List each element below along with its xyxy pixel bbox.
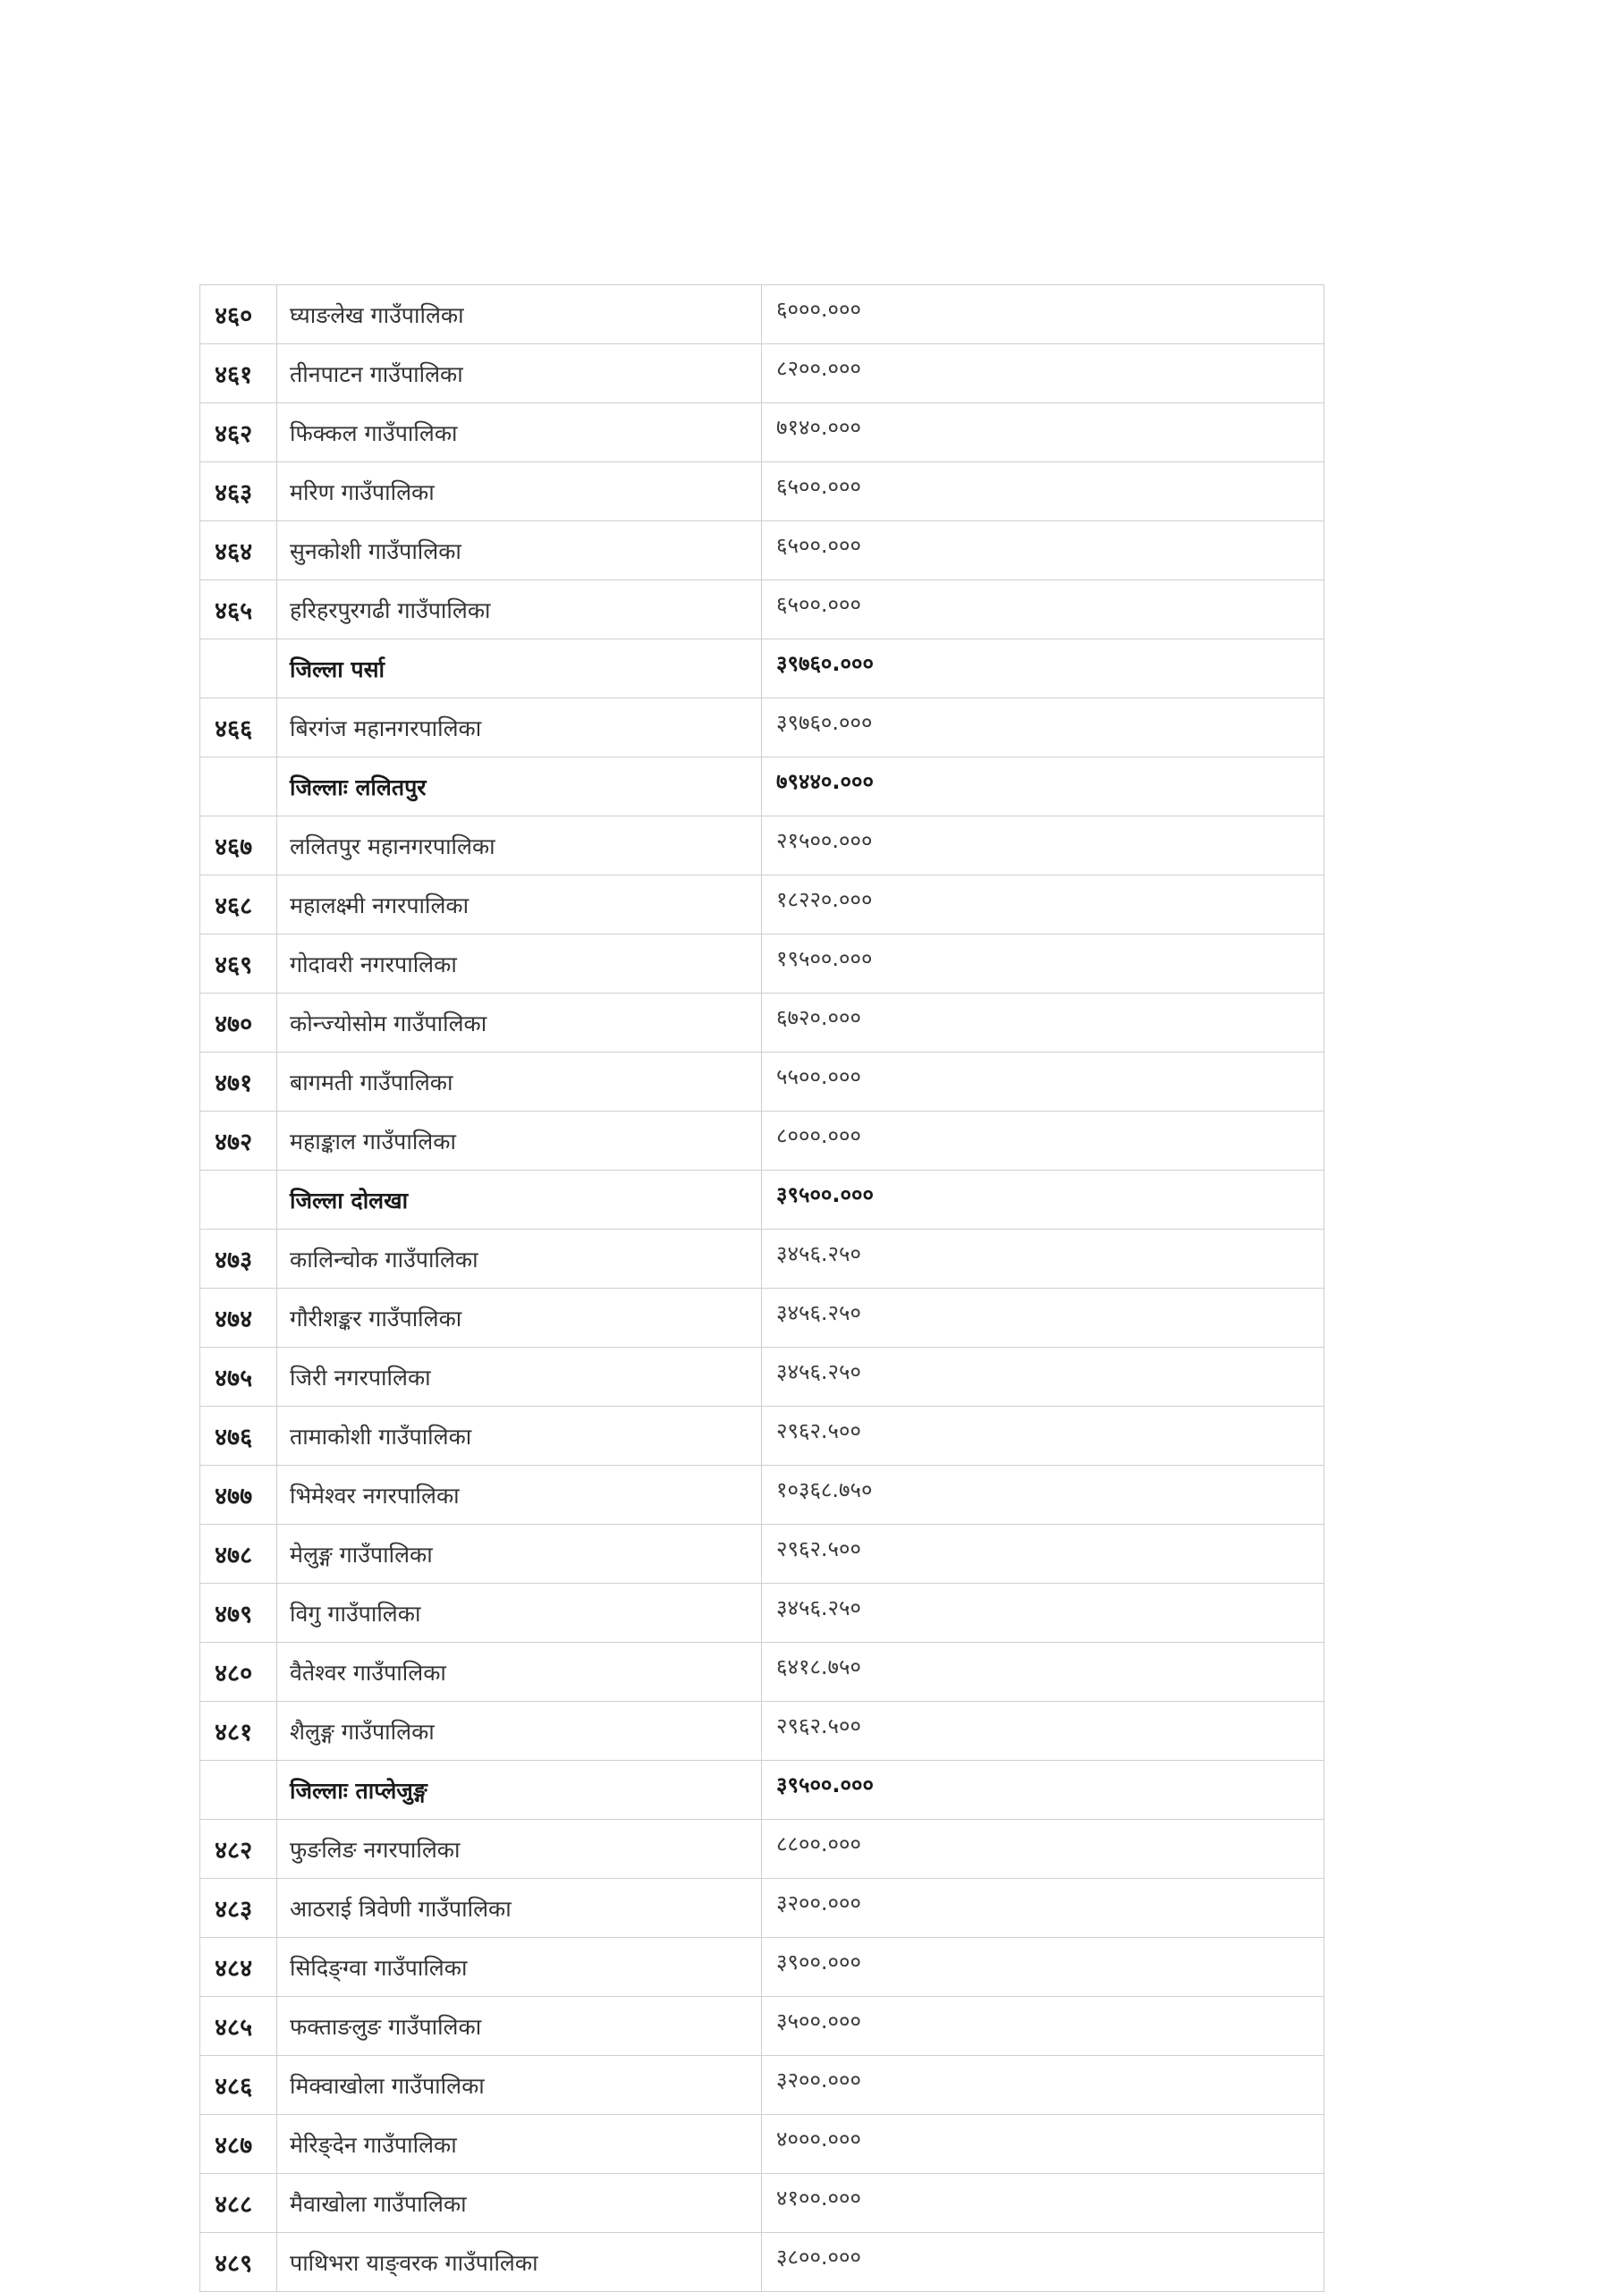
district-row <box>200 639 1324 698</box>
serial-number: ४७५ <box>200 1348 277 1407</box>
table-row <box>200 2174 1324 2233</box>
serial-number: ४६९ <box>200 935 277 994</box>
district-row <box>200 1171 1324 1230</box>
serial-number <box>200 1761 277 1820</box>
amount: ४०००.००० <box>762 2115 1324 2174</box>
amount: ३४५६.२५० <box>762 1230 1324 1289</box>
local-body-name: आठराई त्रिवेणी गाउँपालिका <box>277 1879 762 1938</box>
allocation-table-body <box>200 285 1324 2292</box>
amount: २९६२.५०० <box>762 1407 1324 1466</box>
local-body-name: कोन्ज्योसोम गाउँपालिका <box>277 994 762 1053</box>
serial-number: ४८६ <box>200 2056 277 2115</box>
table-row <box>200 1820 1324 1879</box>
local-body-name: बिरगंज महानगरपालिका <box>277 698 762 757</box>
amount: ७१४०.००० <box>762 403 1324 462</box>
serial-number: ४८० <box>200 1643 277 1702</box>
amount: ३४५६.२५० <box>762 1289 1324 1348</box>
serial-number: ४७४ <box>200 1289 277 1348</box>
serial-number: ४७३ <box>200 1230 277 1289</box>
local-body-name: तामाकोशी गाउँपालिका <box>277 1407 762 1466</box>
local-body-name: गोदावरी नगरपालिका <box>277 935 762 994</box>
district-total: ३९५००.००० <box>762 1171 1324 1230</box>
amount: १८२२०.००० <box>762 875 1324 935</box>
district-total: ३९५००.००० <box>762 1761 1324 1820</box>
amount: २१५००.००० <box>762 816 1324 875</box>
table-row <box>200 875 1324 935</box>
local-body-name: महाङ्काल गाउँपालिका <box>277 1112 762 1171</box>
allocation-table <box>199 284 1324 2292</box>
table-row <box>200 2115 1324 2174</box>
local-body-name: फक्ताङलुङ गाउँपालिका <box>277 1997 762 2056</box>
serial-number: ४८५ <box>200 1997 277 2056</box>
serial-number: ४८९ <box>200 2233 277 2292</box>
local-body-name: हरिहरपुरगढी गाउँपालिका <box>277 580 762 639</box>
table-row <box>200 1938 1324 1997</box>
local-body-name: मिक्वाखोला गाउँपालिका <box>277 2056 762 2115</box>
serial-number: ४७८ <box>200 1525 277 1584</box>
serial-number <box>200 757 277 816</box>
amount: ८८००.००० <box>762 1820 1324 1879</box>
amount: ३९००.००० <box>762 1938 1324 1997</box>
local-body-name: जिरी नगरपालिका <box>277 1348 762 1407</box>
table-row <box>200 1466 1324 1525</box>
serial-number: ४८१ <box>200 1702 277 1761</box>
local-body-name: घ्याङलेख गाउँपालिका <box>277 285 762 344</box>
serial-number: ४७१ <box>200 1053 277 1112</box>
local-body-name: वैतेश्वर गाउँपालिका <box>277 1643 762 1702</box>
table-row <box>200 521 1324 580</box>
district-name: जिल्लाः ताप्लेजुङ्ग <box>277 1761 762 1820</box>
local-body-name: पाथिभरा याङ्वरक गाउँपालिका <box>277 2233 762 2292</box>
amount: ५५००.००० <box>762 1053 1324 1112</box>
table-row <box>200 462 1324 521</box>
table-row <box>200 1643 1324 1702</box>
table-row <box>200 1289 1324 1348</box>
local-body-name: कालिन्चोक गाउँपालिका <box>277 1230 762 1289</box>
amount: १०३६८.७५० <box>762 1466 1324 1525</box>
amount: ३२००.००० <box>762 1879 1324 1938</box>
serial-number <box>200 639 277 698</box>
amount: ३४५६.२५० <box>762 1584 1324 1643</box>
amount: ४१००.००० <box>762 2174 1324 2233</box>
amount: ३८००.००० <box>762 2233 1324 2292</box>
serial-number: ४६२ <box>200 403 277 462</box>
local-body-name: बागमती गाउँपालिका <box>277 1053 762 1112</box>
table-row <box>200 344 1324 403</box>
district-name: जिल्ला पर्सा <box>277 639 762 698</box>
local-body-name: मेलुङ्ग गाउँपालिका <box>277 1525 762 1584</box>
table-row <box>200 2056 1324 2115</box>
local-body-name: फुङलिङ नगरपालिका <box>277 1820 762 1879</box>
table-row <box>200 2233 1324 2292</box>
district-total: ७९४४०.००० <box>762 757 1324 816</box>
district-row <box>200 757 1324 816</box>
amount: ६४१८.७५० <box>762 1643 1324 1702</box>
serial-number: ४६५ <box>200 580 277 639</box>
local-body-name: ललितपुर महानगरपालिका <box>277 816 762 875</box>
serial-number <box>200 1171 277 1230</box>
local-body-name: भिमेश्वर नगरपालिका <box>277 1466 762 1525</box>
local-body-name: मरिण गाउँपालिका <box>277 462 762 521</box>
serial-number: ४८४ <box>200 1938 277 1997</box>
table-row <box>200 816 1324 875</box>
amount: ६५००.००० <box>762 462 1324 521</box>
serial-number: ४७७ <box>200 1466 277 1525</box>
local-body-name: मेरिङ्देन गाउँपालिका <box>277 2115 762 2174</box>
table-row <box>200 935 1324 994</box>
serial-number: ४६८ <box>200 875 277 935</box>
amount: २९६२.५०० <box>762 1525 1324 1584</box>
amount: ३९७६०.००० <box>762 698 1324 757</box>
local-body-name: तीनपाटन गाउँपालिका <box>277 344 762 403</box>
district-row <box>200 1761 1324 1820</box>
table-row <box>200 698 1324 757</box>
amount: १९५००.००० <box>762 935 1324 994</box>
table-row <box>200 1997 1324 2056</box>
serial-number: ४६७ <box>200 816 277 875</box>
table-row <box>200 1584 1324 1643</box>
local-body-name: गौरीशङ्कर गाउँपालिका <box>277 1289 762 1348</box>
table-row <box>200 1230 1324 1289</box>
table-row <box>200 285 1324 344</box>
serial-number: ४६६ <box>200 698 277 757</box>
local-body-name: महालक्ष्मी नगरपालिका <box>277 875 762 935</box>
table-row <box>200 994 1324 1053</box>
local-body-name: शैलुङ्ग गाउँपालिका <box>277 1702 762 1761</box>
local-body-name: सुनकोशी गाउँपालिका <box>277 521 762 580</box>
table-row <box>200 580 1324 639</box>
amount: ६०००.००० <box>762 285 1324 344</box>
table-row <box>200 1053 1324 1112</box>
amount: ८०००.००० <box>762 1112 1324 1171</box>
amount: ३४५६.२५० <box>762 1348 1324 1407</box>
local-body-name: सिदिङ्ग्वा गाउँपालिका <box>277 1938 762 1997</box>
district-total: ३९७६०.००० <box>762 639 1324 698</box>
district-name: जिल्लाः ललितपुर <box>277 757 762 816</box>
amount: ३२००.००० <box>762 2056 1324 2115</box>
table-row <box>200 1348 1324 1407</box>
serial-number: ४७२ <box>200 1112 277 1171</box>
local-body-name: विगु गाउँपालिका <box>277 1584 762 1643</box>
serial-number: ४६० <box>200 285 277 344</box>
serial-number: ४८८ <box>200 2174 277 2233</box>
amount: ६७२०.००० <box>762 994 1324 1053</box>
serial-number: ४७० <box>200 994 277 1053</box>
serial-number: ४६४ <box>200 521 277 580</box>
serial-number: ४८७ <box>200 2115 277 2174</box>
serial-number: ४६३ <box>200 462 277 521</box>
amount: २९६२.५०० <box>762 1702 1324 1761</box>
table-row <box>200 1407 1324 1466</box>
table-row <box>200 1702 1324 1761</box>
table-row <box>200 403 1324 462</box>
serial-number: ४६१ <box>200 344 277 403</box>
serial-number: ४७६ <box>200 1407 277 1466</box>
serial-number: ४८३ <box>200 1879 277 1938</box>
district-name: जिल्ला दोलखा <box>277 1171 762 1230</box>
serial-number: ४७९ <box>200 1584 277 1643</box>
local-body-name: फिक्कल गाउँपालिका <box>277 403 762 462</box>
local-body-name: मैवाखोला गाउँपालिका <box>277 2174 762 2233</box>
amount: ६५००.००० <box>762 580 1324 639</box>
serial-number: ४८२ <box>200 1820 277 1879</box>
amount: ३५००.००० <box>762 1997 1324 2056</box>
amount: ८२००.००० <box>762 344 1324 403</box>
table-row <box>200 1879 1324 1938</box>
table-row <box>200 1112 1324 1171</box>
table-row <box>200 1525 1324 1584</box>
amount: ६५००.००० <box>762 521 1324 580</box>
